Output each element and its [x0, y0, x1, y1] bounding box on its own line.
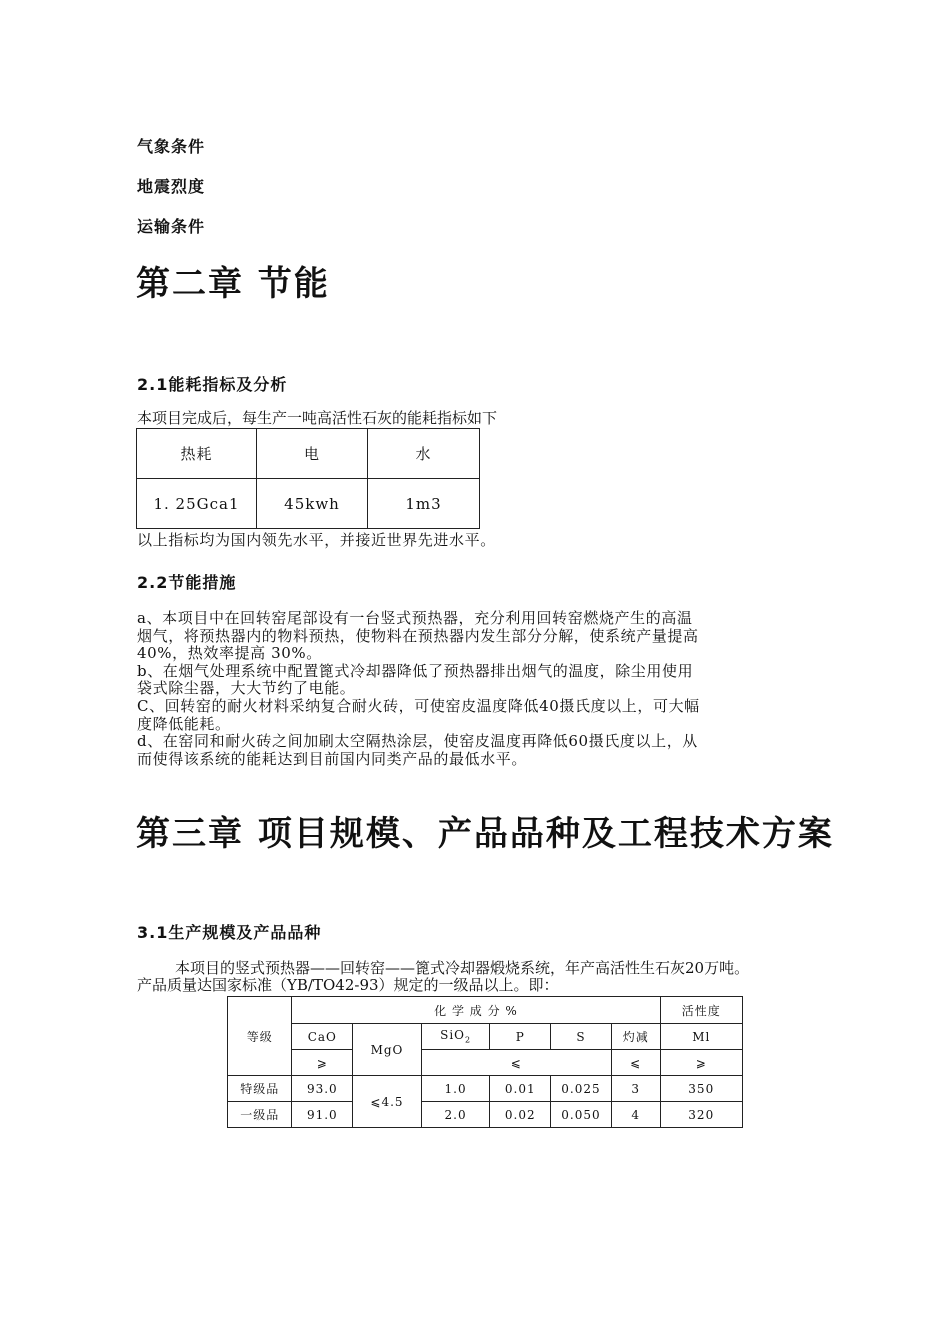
row-p: 0.01 — [490, 1076, 551, 1102]
quality-chem-header: 化 学 成 分 % — [292, 997, 660, 1024]
row-sio2: 2.0 — [421, 1102, 490, 1128]
energy-header-power: 电 — [257, 429, 368, 479]
col-mgo: MgO — [353, 1024, 422, 1076]
energy-value-power: 45kwh — [257, 479, 368, 529]
col-s: S — [551, 1024, 612, 1050]
quality-activity-header: 活性度 — [660, 997, 742, 1024]
row-activity: 350 — [660, 1076, 742, 1102]
heading-seismic: 地震烈度 — [137, 177, 206, 196]
measure-line: a、本项目中在回转窑尾部设有一台竖式预热器，充分利用回转窑燃烧产生的高温 — [137, 609, 693, 627]
cao-ge-sign: ⩾ — [292, 1050, 353, 1076]
energy-value-water: 1m3 — [368, 479, 480, 529]
energy-table-header-row — [137, 429, 480, 479]
energy-table-value-row — [137, 479, 480, 529]
heading-transport: 运输条件 — [137, 217, 206, 236]
loss-le-sign: ⩽ — [611, 1050, 660, 1076]
measure-line: d、在窑同和耐火砖之间加刷太空隔热涂层，使窑皮温度再降低60摄氏度以上，从 — [137, 732, 698, 751]
measure-line: 烟气，将预热器内的物料预热，使物料在预热器内发生部分分解，使系统产量提高 — [137, 626, 699, 645]
row-loss: 4 — [611, 1102, 660, 1128]
table-row — [228, 1076, 743, 1102]
table-row — [228, 1102, 743, 1128]
row-cao: 93.0 — [292, 1076, 353, 1102]
row-cao: 91.0 — [292, 1102, 353, 1128]
measure-line: C、回转窑的耐火材料采纳复合耐火砖，可使窑皮温度降低40摄氏度以上，可大幅 — [137, 696, 700, 715]
measure-line: b、在烟气处理系统中配置篦式冷却器降低了预热器排出烟气的温度，除尘用使用 — [137, 661, 694, 680]
row-grade: 一级品 — [228, 1102, 292, 1128]
quality-table — [227, 996, 743, 1128]
row-sio2: 1.0 — [421, 1076, 490, 1102]
section-2-2-body — [137, 610, 827, 768]
row-loss: 3 — [611, 1076, 660, 1102]
chapter-3-title: 第三章 项目规模、产品品种及工程技术方案 — [136, 814, 834, 854]
measure-line: 袋式除尘器，大大节约了电能。 — [137, 679, 356, 698]
col-p: P — [490, 1024, 551, 1050]
row-s: 0.050 — [551, 1102, 612, 1128]
col-cao: CaO — [292, 1024, 353, 1050]
col-activity: Ml — [660, 1024, 742, 1050]
section-2-1-intro: 本项目完成后，每生产一吨高活性石灰的能耗指标如下 — [137, 409, 498, 427]
mgo-value: ⩽4.5 — [353, 1076, 422, 1128]
quality-grade-header: 等级 — [228, 997, 292, 1076]
row-p: 0.02 — [490, 1102, 551, 1128]
measure-line: 度降低能耗。 — [137, 714, 231, 733]
section-3-1-line-1: 本项目的竖式预热器——回转窑——篦式冷却器煅烧系统，年产高活性生石灰20万吨。 — [175, 959, 750, 977]
measure-line: 40%，热效率提高 30%。 — [137, 644, 322, 663]
measure-line: 而使得该系统的能耗达到目前国内同类产品的最低水平。 — [137, 749, 528, 768]
row-grade: 特级品 — [228, 1076, 292, 1102]
row-activity: 320 — [660, 1102, 742, 1128]
chapter-2-title: 第二章 节能 — [136, 264, 330, 304]
section-2-1-title: 2.1能耗指标及分析 — [137, 375, 288, 394]
impurity-le-sign: ⩽ — [421, 1050, 611, 1076]
row-s: 0.025 — [551, 1076, 612, 1102]
section-3-1-title: 3.1生产规模及产品品种 — [137, 923, 322, 942]
section-2-1-note: 以上指标均为国内领先水平，并接近世界先进水平。 — [137, 531, 496, 549]
heading-weather: 气象条件 — [137, 137, 206, 156]
energy-header-water: 水 — [368, 429, 480, 479]
activity-ge-sign: ⩾ — [660, 1050, 742, 1076]
energy-header-heat: 热耗 — [137, 429, 257, 479]
energy-value-heat: 1. 25Gca1 — [137, 479, 257, 529]
section-2-2-title: 2.2节能措施 — [137, 573, 237, 592]
section-3-1-line-2: 产品质量达国家标准（YB/TO42-93）规定的一级品以上。即： — [137, 976, 559, 994]
col-sio2: SiO$_2$ — [421, 1024, 490, 1050]
col-loss: 灼减 — [611, 1024, 660, 1050]
energy-table — [136, 428, 480, 529]
